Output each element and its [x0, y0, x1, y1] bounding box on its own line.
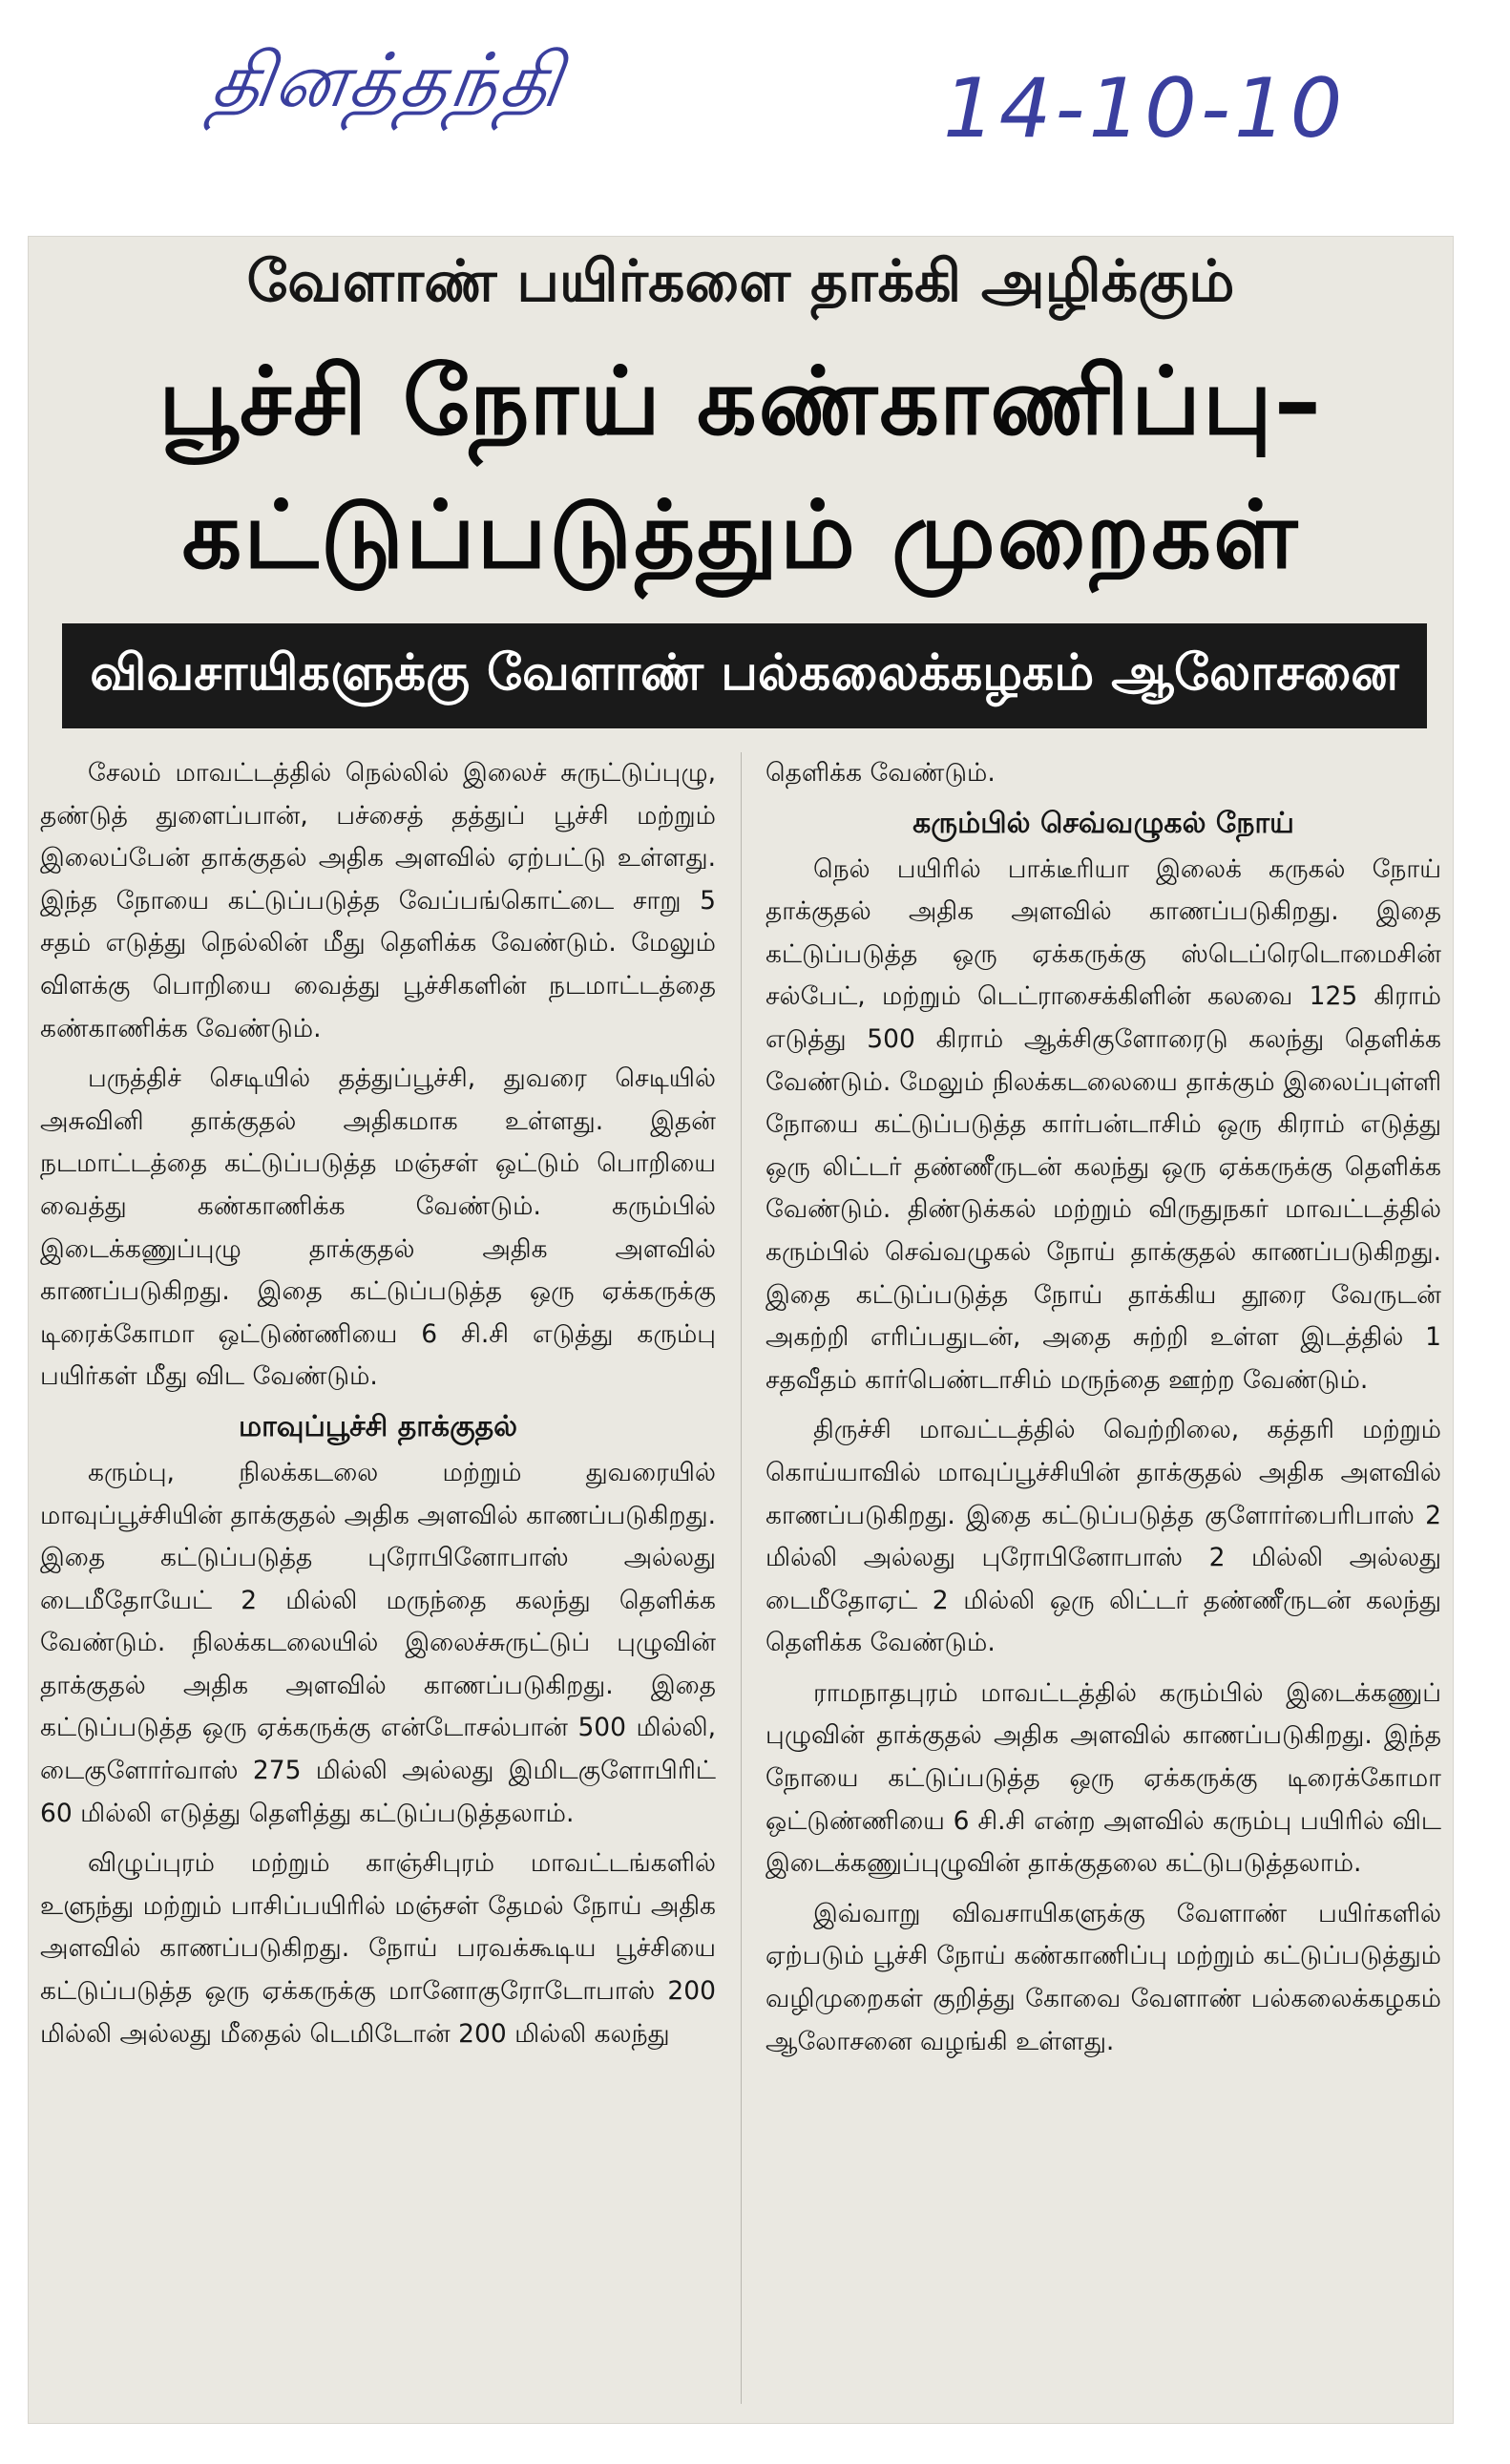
- article-right-column: [765, 752, 1441, 2071]
- section-subheading: மாவுப்பூச்சி தாக்குதல்: [238, 1409, 518, 1443]
- paragraph: சேலம் மாவட்டத்தில் நெல்லில் இலைச் சுருட்டுப்புழு, தண்டுத் துளைப்பான், பச்சைத் தத்துப் பூச்சி மற்றும் இலைப்பேன் தாக்குதல் அதிக அளவில் ஏற்பட்டு உள்ளது. இந்த நோயை கட்டுப்படுத்த வேப்பங்கொட்டை சாறு 5 சதம் எடுத்து நெல்லின் மீது தெளிக்க வேண்டும். மேலும் விளக்கு பொறியை வைத்து பூச்சிகளின் நடமாட்டத்தை கண்காணிக்க வேண்டும்.: [40, 758, 716, 1043]
- column-divider: [741, 752, 742, 2404]
- article-banner-subheading: விவசாயிகளுக்கு வேளாண் பல்கலைக்கழகம் ஆலோசனை: [62, 623, 1427, 728]
- newspaper-clipping: [29, 237, 1453, 2423]
- paragraph: திருச்சி மாவட்டத்தில் வெற்றிலை, கத்தரி மற்றும் கொய்யாவில் மாவுப்பூச்சியின் தாக்குதல் அதிக அளவில் காணப்படுகிறது. இதை கட்டுப்படுத்த குளோர்பைரிபாஸ் 2 மில்லி அல்லது புரோபினோபாஸ் 2 மில்லி அல்லது டைமீதோஏட் 2 மில்லி ஒரு லிட்டர் தண்ணீருடன் கலந்து தெளிக்க வேண்டும்.: [765, 1415, 1441, 1658]
- article-kicker: வேளாண் பயிர்களை தாக்கி அழிக்கும்: [246, 248, 1235, 315]
- article-headline-line-1: பூச்சி நோய் கண்காணிப்பு–: [158, 347, 1323, 456]
- section-subheading: கரும்பில் செவ்வழுகல் நோய்: [912, 806, 1294, 840]
- paragraph: ராமநாதபுரம் மாவட்டத்தில் கரும்பில் இடைக்கணுப் புழுவின் தாக்குதல் அதிக அளவில் காணப்படுகிறது. இந்த நோயை கட்டுப்படுத்த ஒரு ஏக்கருக்கு டிரைக்கோமா ஒட்டுண்ணியை 6 சி.சி என்ற அளவில் கரும்பு பயிரில் விட இடைக்கணுப்புழுவின் தாக்குதலை கட்டுபடுத்தலாம்.: [765, 1677, 1441, 1879]
- handwritten-date: 14-10-10: [943, 61, 1347, 157]
- paragraph: பருத்திச் செடியில் தத்துப்பூச்சி, துவரை செடியில் அசுவினி தாக்குதல் அதிகமாக உள்ளது. இதன் நடமாட்டத்தை கட்டுப்படுத்த மஞ்சள் ஒட்டும் பொறியை வைத்து கண்காணிக்க வேண்டும். கரும்பில் இடைக்கணுப்புழு தாக்குதல் அதிக அளவில் காணப்படுகிறது. இதை கட்டுப்படுத்த ஒரு ஏக்கருக்கு டிரைக்கோமா ஒட்டுண்ணியை 6 சி.சி எடுத்து கரும்பு பயிர்கள் மீது விட வேண்டும்.: [40, 1064, 716, 1392]
- article-headline-line-2: கட்டுப்படுத்தும் முறைகள்: [181, 481, 1300, 590]
- paragraph: நெல் பயிரில் பாக்டீரியா இலைக் கருகல் நோய் தாக்குதல் அதிக அளவில் காணப்படுகிறது. இதை கட்டுப்படுத்த ஒரு ஏக்கருக்கு ஸ்டெப்ரெடொமைசின் சல்பேட், மற்றும் டெட்ராசைக்கிளின் கலவை 125 கிராம் எடுத்து 500 கிராம் ஆக்சிகுளோரைடு கலந்து தெளிக்க வேண்டும். மேலும் நிலக்கடலையை தாக்கும் இலைப்புள்ளி நோயை கட்டுப்படுத்த கார்பன்டாசிம் ஒரு கிராம் எடுத்து ஒரு லிட்டர் தண்ணீருடன் கலந்து ஒரு ஏக்கருக்கு தெளிக்க வேண்டும். திண்டுக்கல் மற்றும் விருதுநகர் மாவட்டத்தில் கரும்பில் செவ்வழுகல் நோய் தாக்குதல் காணப்படுகிறது. இதை கட்டுப்படுத்த நோய் தாக்கிய தூரை வேருடன் அகற்றி எரிப்பதுடன், அதை சுற்றி உள்ள இடத்தில் 1 சதவீதம் கார்பெண்டாசிம் மருந்தை ஊற்ற வேண்டும்.: [765, 853, 1441, 1395]
- handwritten-newspaper-name: தினத்தந்தி: [206, 38, 570, 124]
- paragraph: விழுப்புரம் மற்றும் காஞ்சிபுரம் மாவட்டங்களில் உளுந்து மற்றும் பாசிப்பயிரில் மஞ்சள் தேமல் நோய் அதிக அளவில் காணப்படுகிறது. நோய் பரவக்கூடிய பூச்சியை கட்டுப்படுத்த ஒரு ஏக்கருக்கு மானோகுரோடோபாஸ் 200 மில்லி அல்லது மீதைல் டெமிடோன் 200 மில்லி கலந்து: [40, 1848, 716, 2049]
- paragraph: இவ்வாறு விவசாயிகளுக்கு வேளாண் பயிர்களில் ஏற்படும் பூச்சி நோய் கண்காணிப்பு மற்றும் கட்டுப்படுத்தும் வழிமுறைகள் குறித்து கோவை வேளாண் பல்கலைக்கழகம் ஆலோசனை வழங்கி உள்ளது.: [765, 1898, 1441, 2056]
- paragraph-continuation: தெளிக்க வேண்டும்.: [765, 758, 996, 788]
- article-left-column: [40, 752, 716, 2063]
- paragraph: கரும்பு, நிலக்கடலை மற்றும் துவரையில் மாவுப்பூச்சியின் தாக்குதல் அதிக அளவில் காணப்படுகிறது. இதை கட்டுப்படுத்த புரோபினோபாஸ் அல்லது டைமீதோயேட் 2 மில்லி மருந்தை கலந்து தெளிக்க வேண்டும். நிலக்கடலையில் இலைச்சுருட்டுப் புழுவின் தாக்குதல் அதிக அளவில் காணப்படுகிறது. இதை கட்டுப்படுத்த ஒரு ஏக்கருக்கு என்டோசல்பான் 500 மில்லி, டைகுளோர்வாஸ் 275 மில்லி அல்லது இமிடகுளோபிரிட் 60 மில்லி எடுத்து தெளித்து கட்டுப்படுத்தலாம்.: [40, 1457, 716, 1828]
